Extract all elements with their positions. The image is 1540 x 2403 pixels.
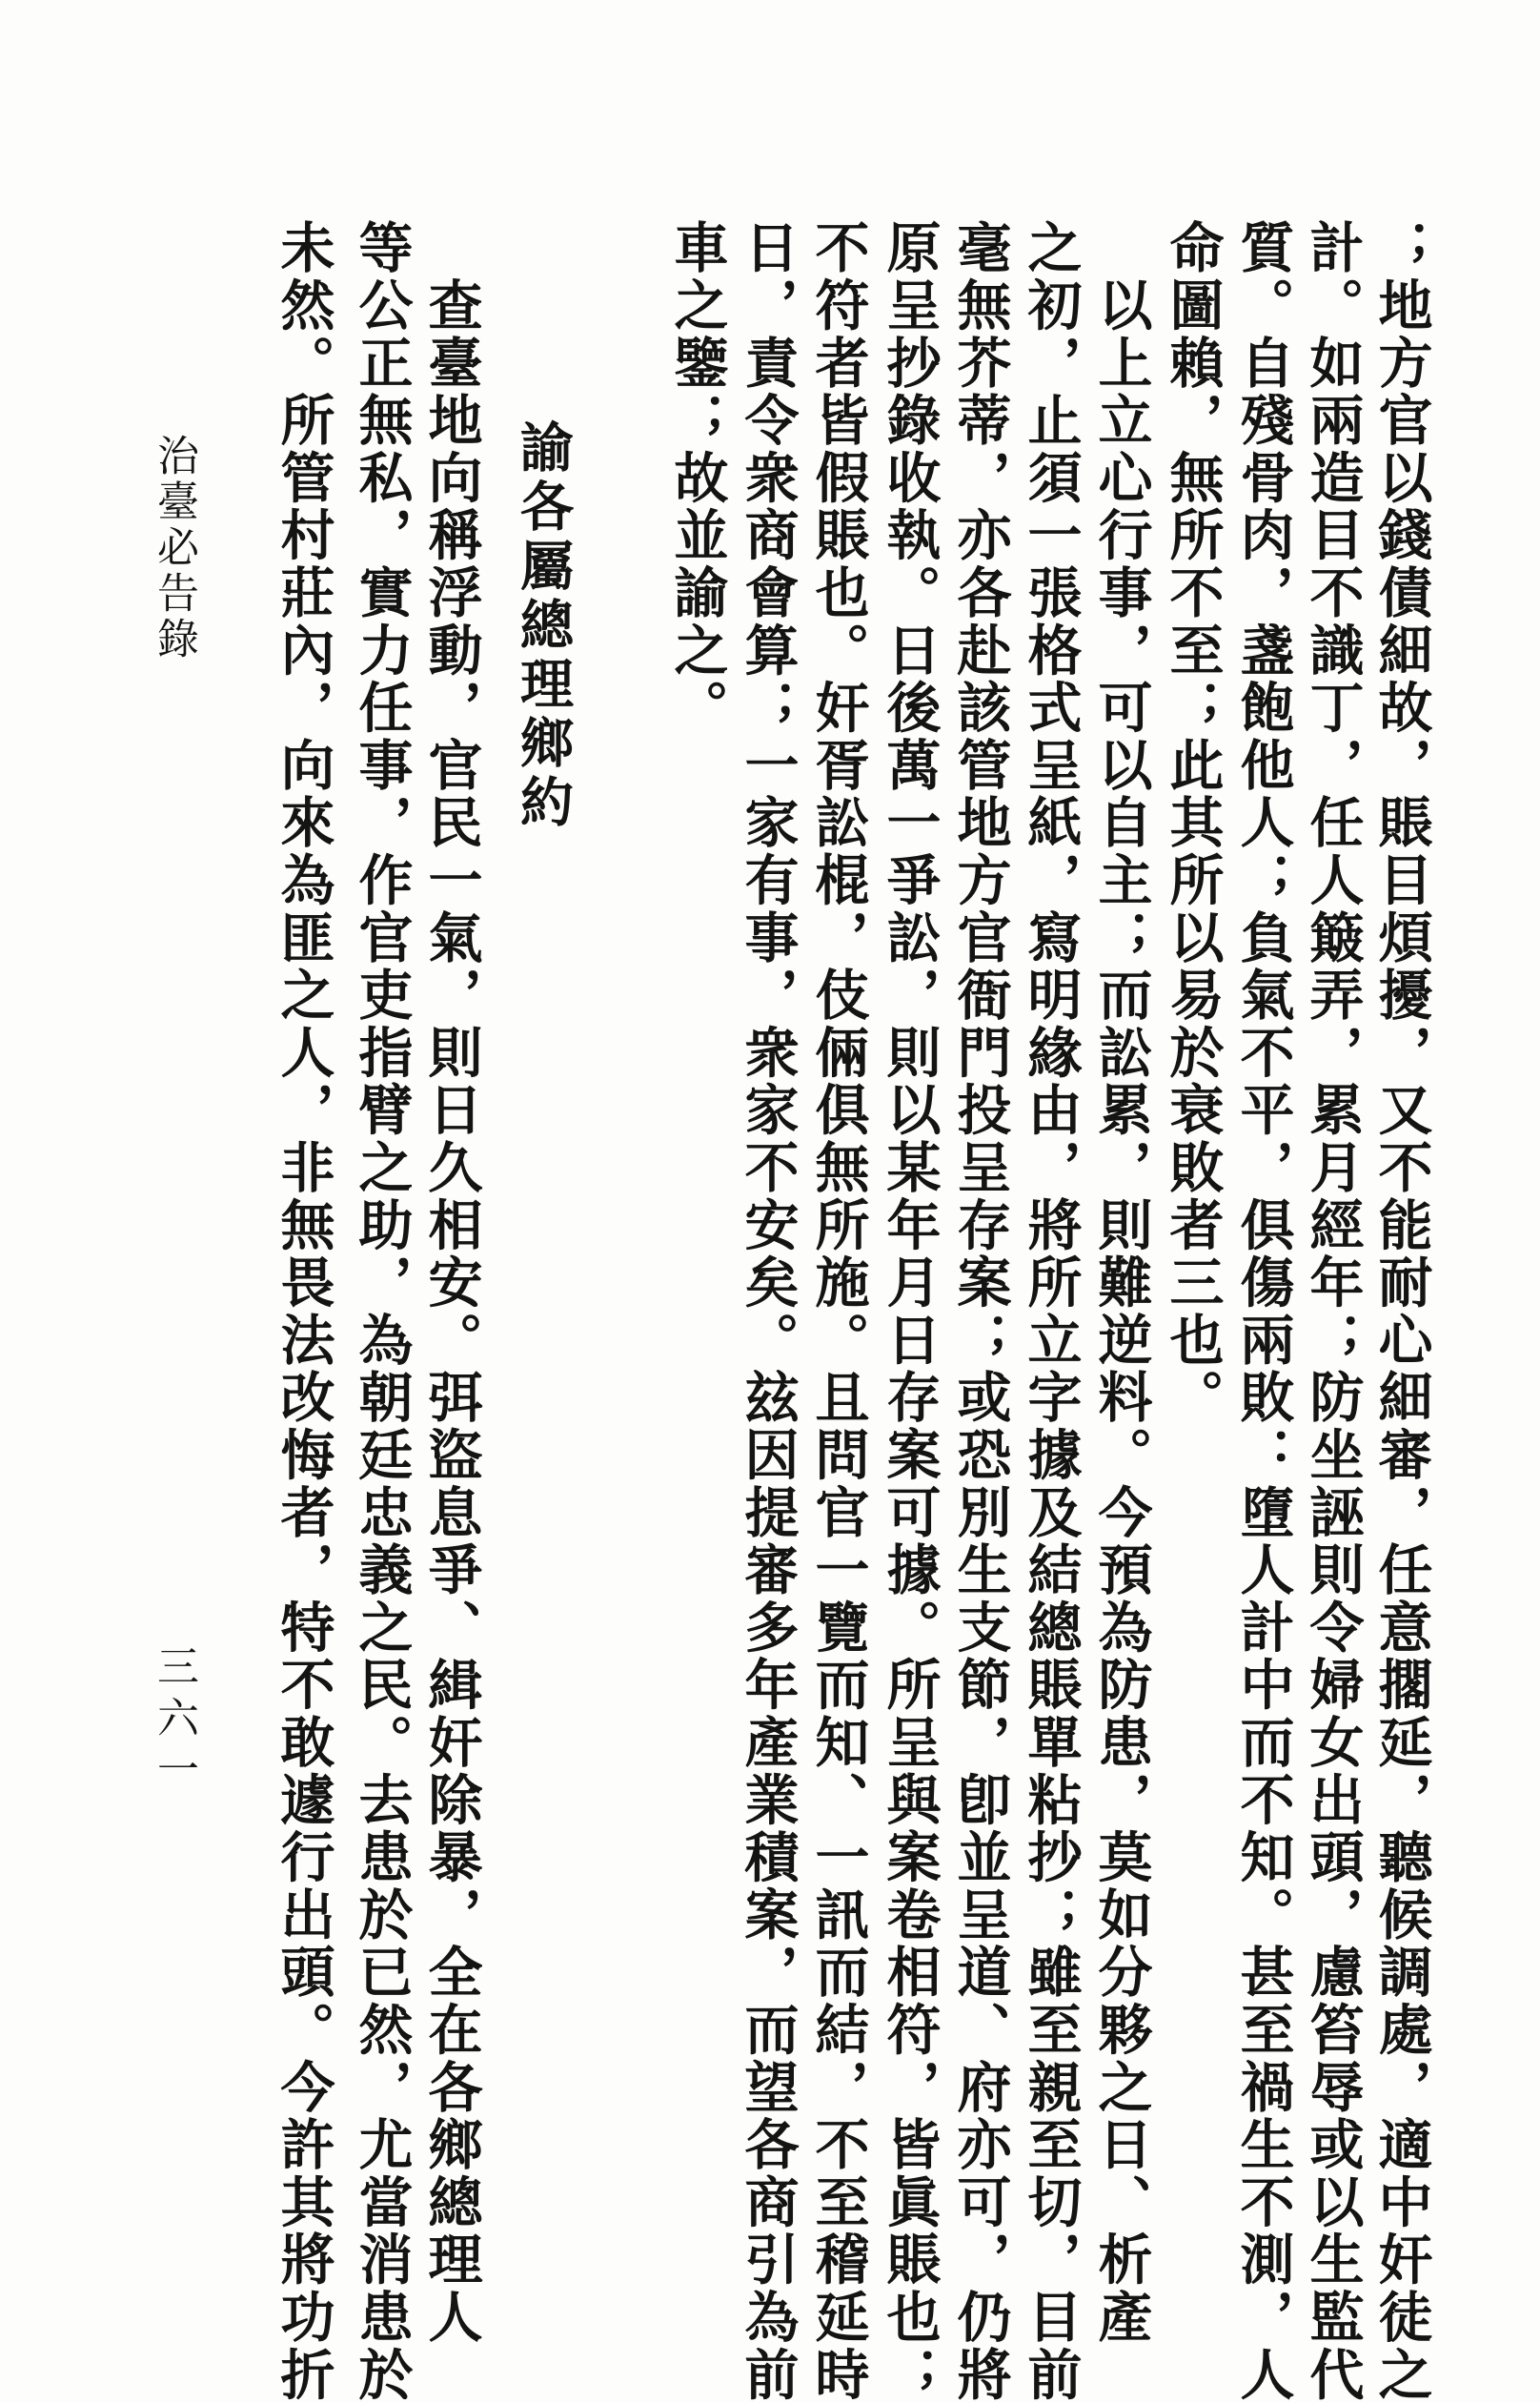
text-column: 原呈抄錄收執。日後萬一爭訟，則以某年月日存案可據。所呈與案卷相符，皆眞賬也；	[878, 219, 942, 2403]
text-column: 查臺地向稱浮動，官民一氣，則日久相安。弭盜息爭、緝奸除暴，全在各鄉總理人	[419, 219, 483, 2347]
text-column: 等公正無私，實力任事，作官吏指臂之助，為朝廷忠義之民。去患於已然，尤當消患於	[350, 219, 414, 2403]
text-column: 日，責令衆商會算；一家有事，衆家不安矣。玆因提審多年產業積案，而望各商引為前	[736, 219, 800, 2403]
text-column: 毫無芥蒂，亦各赴該管地方官衙門投呈存案；或恐別生支節，卽並呈道、府亦可，仍將	[948, 219, 1012, 2403]
text-column: ；地方官以錢債細故，賬目煩擾，又不能耐心細審，任意擱延，聽候調處，適中奸徒之	[1369, 219, 1433, 2403]
text-column: 未然。所管村莊內，向來為匪之人，非無畏法改悔者，特不敢遽行出頭。今許其將功折	[272, 219, 335, 2403]
text-column: 不符者皆假賬也。奸胥訟棍，伎倆俱無所施。且問官一覽而知、一訊而結，不至稽延時	[806, 219, 870, 2403]
text-column: 以上立心行事，可以自主；而訟累，則難逆料。今預為防患，莫如分夥之日、析產	[1089, 219, 1153, 2347]
section-heading: 諭各屬總理鄉約	[512, 419, 575, 833]
running-title: 治臺必告錄	[150, 434, 198, 662]
text-column: 之初，止須一張格式呈紙，寫明緣由，將所立字據及結總賬單粘抄；雖至親至切，目前	[1019, 219, 1083, 2403]
page-number: 三六一	[150, 1644, 198, 1799]
text-column: 車之鑒；故並諭之。	[665, 219, 729, 737]
text-column: 命圖賴，無所不至；此其所以易於衰敗者三也。	[1161, 219, 1225, 1427]
text-column: 計。如兩造目不識丁，任人簸弄，累月經年；防坐誣則令婦女出頭，慮笞辱或以生監代	[1301, 219, 1365, 2403]
text-column: 質。自殘骨肉，盞飽他人；負氣不平，俱傷兩敗：墮人計中而不知。甚至禍生不測，人	[1231, 219, 1295, 2403]
